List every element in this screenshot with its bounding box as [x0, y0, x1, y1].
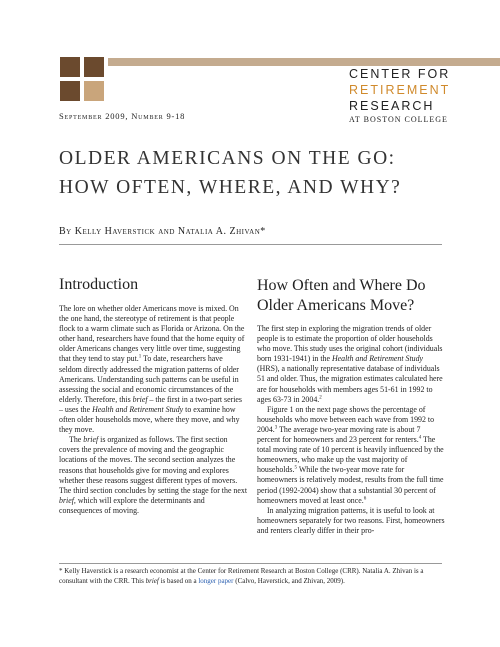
logo-line-1: CENTER FOR — [349, 67, 451, 81]
left-column — [59, 304, 247, 516]
logo-square-dark-2 — [84, 57, 104, 77]
intro-heading: Introduction — [59, 276, 139, 293]
logo-line-2: RETIREMENT — [349, 83, 451, 97]
logo-square-dark-3 — [60, 81, 80, 101]
logo-line-3: RESEARCH — [349, 99, 435, 113]
footnote-ref: 3 — [274, 425, 278, 431]
footnote-ref: 5 — [294, 465, 297, 471]
text-run: Figure 1 on the next page shows the percentage of households who move between each wave from 1992 to 2004. — [257, 404, 435, 434]
text-run: is organized as follows. The first section covers the prevalence of moving and the geographic locations of the moves. The second section analyzes the reasons that households give for moving and explores whether these reasons suggest different types of movers. The third section concludes by setting the stage for the next — [59, 435, 248, 495]
text-run: The first step in exploring the migration trends of older people is to estimate the proportion of older households who move. This study uses the original cohort (individuals born 1931-1941) in the — [257, 324, 443, 364]
text-run: to examine how often older households move, where they move, and why they move. — [59, 404, 240, 435]
longer-paper-link[interactable]: longer paper — [198, 576, 234, 585]
text-run: * Kelly Haverstick is a research economist at the Center for Retirement Research at Boston College (CRR). Natalia A. Zhivan is a consultant with the CRR. This — [59, 567, 424, 585]
authors-byline: By Kelly Haverstick and Natalia A. Zhivan* — [59, 226, 266, 237]
text-run: (Calvo, Haverstick, and Zhivan, 2009). — [233, 576, 345, 585]
footnote — [59, 567, 445, 586]
text-run: The total moving rate of 10 percent is heavily influenced by the homeowners, who make up the vast majority of households. — [257, 435, 444, 475]
text-run: While the two-year move rate for homeowners is relatively modest, results from the full time period (1992-2004) show that a substantial 30 percent of homeowners moved at least once. — [257, 465, 444, 505]
italic-run: brief — [59, 495, 74, 505]
italic-run: brief — [145, 576, 159, 585]
logo-square-light — [84, 81, 104, 101]
crr-logo — [349, 66, 469, 125]
text-run: To date, researchers have seldom directly addressed the migration patterns of older Americans. Understanding such patterns can be useful in assessing the social and economic circumstances of the elderly. Therefore, this — [59, 354, 239, 404]
italic-run: Health and Retirement Study — [331, 354, 424, 364]
text-run: (HRS), a nationally representative database of individuals 51 and older. Thus, the migration estimates calculated here are for households with members ages 51-61 in 1992 to ages 63-73 in 2004. — [257, 364, 443, 404]
dateline: September 2009, Number 9-18 — [59, 111, 186, 121]
intro-paragraph-1 — [59, 304, 247, 435]
logo-square-dark-1 — [60, 57, 80, 77]
italic-run: Health and Retirement Study — [92, 404, 184, 414]
intro-paragraph-2 — [59, 435, 247, 516]
section-paragraph-3: In analyzing migration patterns, it is useful to look at homeowners separately for two reasons. First, homeowners and renters clearly differ in their pro- — [257, 505, 445, 535]
text-run: is based on a — [158, 576, 199, 585]
footnote-rule — [59, 563, 442, 564]
title-line-1: OLDER AMERICANS ON THE GO: — [59, 148, 396, 169]
footnote-ref: 6 — [363, 495, 367, 501]
section-paragraph-2 — [257, 405, 445, 506]
logo-line-4: AT BOSTON COLLEGE — [349, 115, 448, 124]
header-band — [108, 58, 500, 66]
title-line-2: HOW OFTEN, WHERE, AND WHY? — [59, 177, 402, 198]
footnote-ref: 4 — [418, 435, 422, 441]
footnote-ref: 2 — [319, 395, 322, 401]
divider-rule — [59, 244, 442, 245]
text-run: The lore on whether older Americans move is mixed. On the one hand, the stereotype of retirement is that people flock to a warm climate such as Florida or Arizona. On the other hand, researchers have found that the home equity of older Americans changes very little over time, suggesting that they tend to stay put. — [59, 304, 245, 364]
footnote-ref: 1 — [138, 354, 142, 360]
text-run: The average two-year moving rate is about 7 percent for homeowners and 23 percent for renters. — [257, 424, 421, 445]
italic-run: brief — [132, 394, 148, 404]
italic-run: brief — [83, 435, 99, 445]
text-run: , which will explore the determinants and consequences of moving. — [59, 495, 205, 515]
section-paragraph-1 — [257, 324, 445, 405]
text-run: – the first in a two-part series – uses the — [59, 394, 242, 414]
section-heading: How Often and Where Do Older Americans Move? — [257, 277, 426, 314]
text-run: The — [69, 435, 84, 445]
right-column — [257, 324, 445, 536]
